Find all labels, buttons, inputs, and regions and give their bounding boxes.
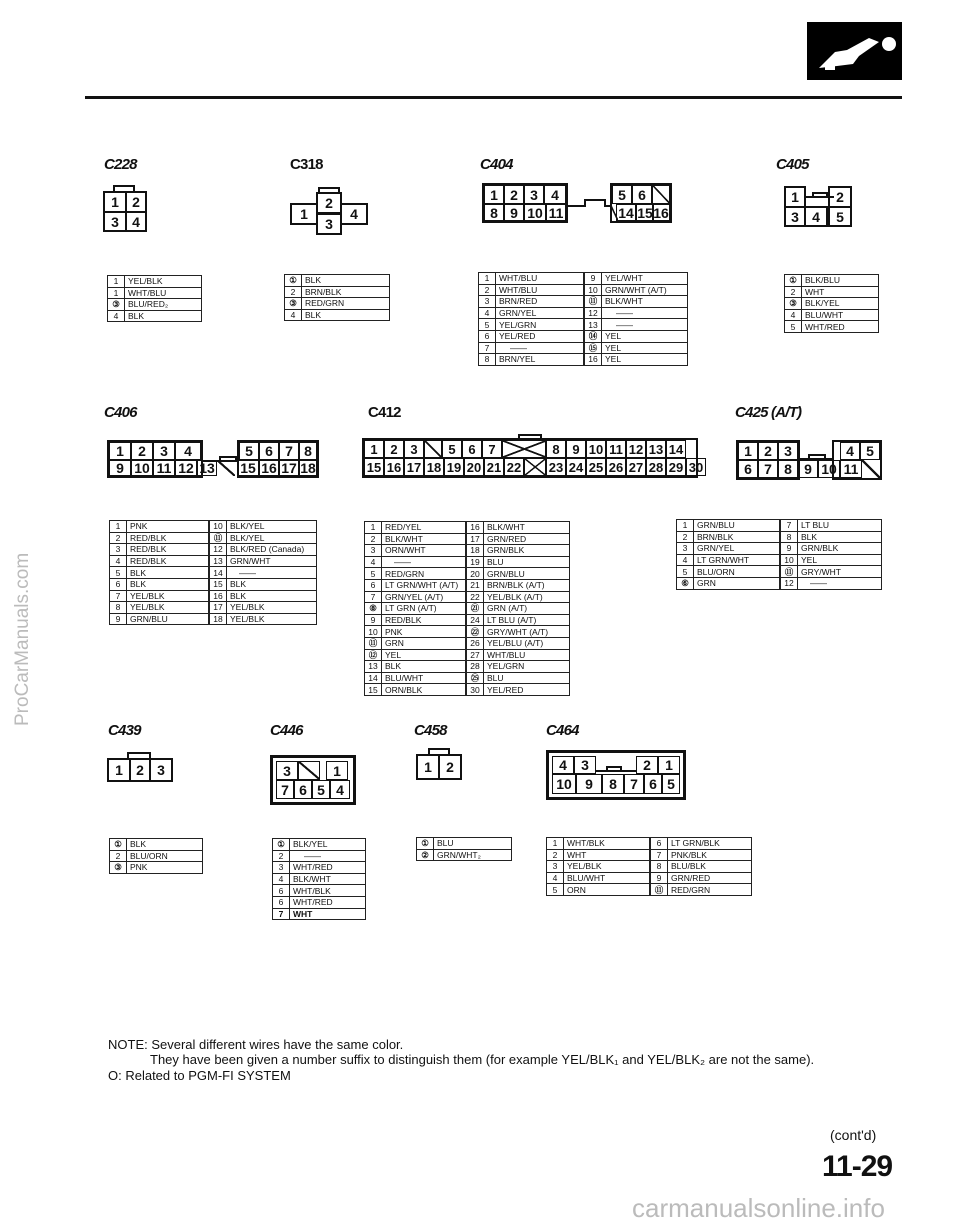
c458-pin-cell: 2 xyxy=(438,754,462,780)
table-row: 5 RED/GRN xyxy=(365,568,466,580)
c412-pin-cell: 19 xyxy=(444,458,464,476)
table-row: 9 GRN/BLU xyxy=(110,613,209,625)
table-row: 6 LT GRN/BLK xyxy=(651,838,752,850)
table-row: 1 YEL/BLK xyxy=(108,276,202,288)
table-row: 3 YEL/BLK xyxy=(547,861,650,873)
table-row: 24 LT BLU (A/T) xyxy=(467,614,570,626)
c464-pin-table-left xyxy=(546,837,650,896)
table-row: 7 PNK/BLK xyxy=(651,849,752,861)
table-row: ⑪ RED/GRN xyxy=(651,884,752,896)
c446-pin-cell: 5 xyxy=(312,780,330,799)
table-row: 5 BLK xyxy=(110,567,209,579)
c412-title: C412 xyxy=(368,404,401,421)
table-row: 7 YEL/BLK xyxy=(110,590,209,602)
c412-pin-cell: 18 xyxy=(424,458,444,476)
c412-pin-cell: 25 xyxy=(586,458,606,476)
fuel-nozzle-icon xyxy=(807,22,902,80)
c318-pin-cell: 3 xyxy=(316,213,342,235)
c464-pin-cell: 2 xyxy=(636,756,658,774)
c405-pin-cell: 4 xyxy=(804,206,828,227)
c406-pin-cell: 10 xyxy=(131,460,153,476)
c412-pin-cell: 27 xyxy=(626,458,646,476)
c412-pin-cell: 7 xyxy=(482,440,502,458)
c406-pin-table-left xyxy=(109,520,209,625)
table-row: ② GRN/WHT₂ xyxy=(417,849,512,861)
c464-title: C464 xyxy=(546,722,579,739)
table-row: 6 WHT/BLK xyxy=(273,885,366,897)
table-row: ㉑ GRN (A/T) xyxy=(467,603,570,615)
c425-pin-table-right xyxy=(780,519,882,590)
table-row: 19 BLU xyxy=(467,556,570,568)
table-row: 16 BLK/WHT xyxy=(467,522,570,534)
note-line-3: O: Related to PGM-FI SYSTEM xyxy=(108,1068,291,1083)
c446-pin-cell: 3 xyxy=(276,761,298,780)
table-row: 1 WHT/BLK xyxy=(547,838,650,850)
table-row: 13 GRN/WHT xyxy=(210,555,317,567)
table-row: 3 GRN/YEL xyxy=(677,543,780,555)
table-row: 3 ORN/WHT xyxy=(365,545,466,557)
c412-pin-cell: 23 xyxy=(546,458,566,476)
c412-pin-cell: 6 xyxy=(462,440,482,458)
c412-blank-cell xyxy=(524,458,546,476)
c412-pin-cell: 16 xyxy=(384,458,404,476)
table-row: 4 BLU/WHT xyxy=(547,872,650,884)
c412-pin-cell: 28 xyxy=(646,458,666,476)
c404-pin-table-left xyxy=(478,272,584,366)
c412-pin-cell: 21 xyxy=(484,458,504,476)
c404-pin-cell: 8 xyxy=(484,204,504,221)
table-row: 2 WHT xyxy=(547,849,650,861)
table-row: 1 GRN/BLU xyxy=(677,520,780,532)
c404-pin-table-right xyxy=(584,272,688,366)
c458-connector xyxy=(416,748,462,782)
c318-pin-table xyxy=(284,274,390,321)
c228-pin-cell: 3 xyxy=(103,211,127,232)
c412-pin-cell: 11 xyxy=(606,440,626,458)
table-row: ① BLK/BLU xyxy=(785,275,879,287)
c406-pin-cell: 1 xyxy=(109,442,131,460)
c425-pin-cell: 3 xyxy=(778,442,798,460)
table-row: 7 LT BLU xyxy=(781,520,882,532)
c412-pin-cell: 30 xyxy=(686,458,706,476)
c439-connector xyxy=(107,752,173,784)
c412-pin-cell: 9 xyxy=(566,440,586,458)
c405-title: C405 xyxy=(776,156,809,173)
table-row: 1 PNK xyxy=(110,521,209,533)
table-row: ⑪ BLK/WHT xyxy=(585,296,688,308)
table-row: ⑫ YEL xyxy=(365,649,466,661)
c406-pin-cell: 2 xyxy=(131,442,153,460)
table-row: ㉒ GRY/WHT (A/T) xyxy=(467,626,570,638)
table-row: 1 RED/YEL xyxy=(365,522,466,534)
table-row: 2 BRN/BLK xyxy=(677,531,780,543)
c446-pin-cell: 6 xyxy=(294,780,312,799)
table-row: 21 BRN/BLK (A/T) xyxy=(467,579,570,591)
note-line-2: They have been given a number suffix to distinguish them (for example YEL/BLK₁ and YEL/BLK₂ are not the same). xyxy=(150,1052,815,1067)
table-row: 17 YEL/BLK xyxy=(210,602,317,614)
c446-pin-table xyxy=(272,838,366,920)
table-row: ⑪ GRN xyxy=(365,637,466,649)
c406-pin-cell: 17 xyxy=(279,460,299,476)
c404-pin-cell: 10 xyxy=(524,204,546,221)
c412-pin-table-left xyxy=(364,521,466,696)
table-row: 6 BLK xyxy=(110,578,209,590)
c406-pin-cell: 13 xyxy=(197,460,217,476)
c228-pin-cell: 2 xyxy=(125,191,147,213)
table-row: 9 YEL/WHT xyxy=(585,273,688,285)
c464-pin-table-right xyxy=(650,837,752,896)
c412-pin-cell: 1 xyxy=(364,440,384,458)
table-row: 27 WHT/BLU xyxy=(467,649,570,661)
c464-pin-cell: 5 xyxy=(662,774,680,794)
section-logo xyxy=(807,22,902,80)
table-row: 2 RED/BLK xyxy=(110,532,209,544)
table-row: 10 PNK xyxy=(365,626,466,638)
table-row: 4 RED/BLK xyxy=(110,555,209,567)
c412-pin-cell: 13 xyxy=(646,440,666,458)
c404-connector xyxy=(482,183,672,223)
c412-blank-cell xyxy=(424,440,442,458)
c425-connector xyxy=(736,440,882,480)
c425-pin-table-left xyxy=(676,519,780,590)
c405-pin-cell: 2 xyxy=(828,186,852,208)
table-row: ⑧ LT GRN (A/T) xyxy=(365,603,466,615)
c406-title: C406 xyxy=(104,404,137,421)
header-rule xyxy=(85,96,902,99)
c458-pin-cell: 1 xyxy=(416,754,440,780)
table-row: 14 —— xyxy=(210,567,317,579)
table-row: 2 WHT/BLU xyxy=(479,284,584,296)
table-row: 3 BRN/RED xyxy=(479,296,584,308)
c228-pin-cell: 4 xyxy=(125,211,147,232)
table-row: 2 BLK/WHT xyxy=(365,533,466,545)
table-row: 16 BLK xyxy=(210,590,317,602)
c228-title: C228 xyxy=(104,156,137,173)
c446-pin-cell: 1 xyxy=(326,761,348,780)
c464-pin-cell: 9 xyxy=(576,774,602,794)
table-row: 5 WHT/RED xyxy=(785,321,879,333)
table-row: 3 WHT/RED xyxy=(273,862,366,874)
c425-pin-cell: 6 xyxy=(738,460,758,478)
table-row: 6 WHT/RED xyxy=(273,896,366,908)
table-row: 2 BLU/ORN xyxy=(110,850,203,862)
c406-pin-table-right xyxy=(209,520,317,625)
c406-pin-cell: 9 xyxy=(109,460,131,476)
table-row: ③ BLU/RED₂ xyxy=(108,299,202,311)
table-row: ⑪ GRY/WHT xyxy=(781,566,882,578)
c404-pin-cell: 11 xyxy=(546,204,566,221)
c405-connector xyxy=(784,186,854,228)
table-row: ① BLU xyxy=(417,838,512,850)
c404-pin-cell: 1 xyxy=(484,185,504,204)
c406-pin-cell: 6 xyxy=(259,442,279,460)
table-row: 26 YEL/BLU (A/T) xyxy=(467,637,570,649)
c412-pin-cell: 12 xyxy=(626,440,646,458)
c228-pin-table xyxy=(107,275,202,322)
c439-pin-table xyxy=(109,838,203,874)
c404-pin-cell: 16 xyxy=(653,204,669,221)
table-row: 12 —— xyxy=(585,307,688,319)
page-number: 11-29 xyxy=(822,1150,893,1183)
table-row: 5 ORN xyxy=(547,884,650,896)
c412-connector xyxy=(362,434,704,478)
table-row: 18 YEL/BLK xyxy=(210,613,317,625)
c464-pin-cell: 4 xyxy=(552,756,574,774)
c405-pin-cell: 1 xyxy=(784,186,806,208)
c404-pin-cell: 4 xyxy=(544,185,566,204)
table-row: 28 YEL/GRN xyxy=(467,661,570,673)
table-row: 6 YEL/RED xyxy=(479,330,584,342)
c439-pin-cell: 3 xyxy=(149,758,173,782)
table-row: 20 GRN/BLU xyxy=(467,568,570,580)
c464-pin-cell: 6 xyxy=(644,774,662,794)
c228-pin-cell: 1 xyxy=(103,191,127,213)
table-row: 10 GRN/WHT (A/T) xyxy=(585,284,688,296)
c412-pin-cell: 20 xyxy=(464,458,484,476)
c412-pin-cell: 8 xyxy=(546,440,566,458)
table-row: 5 BLU/ORN xyxy=(677,566,780,578)
c425-title: C425 (A/T) xyxy=(735,404,802,421)
c464-connector xyxy=(546,750,686,800)
c404-pin-cell: 15 xyxy=(637,204,653,221)
c406-pin-cell: 16 xyxy=(259,460,279,476)
c412-pin-cell: 15 xyxy=(364,458,384,476)
note-line-1: NOTE: Several different wires have the same color. xyxy=(108,1037,404,1052)
table-row: ① BLK xyxy=(285,275,390,287)
c318-pin-cell: 2 xyxy=(316,192,342,214)
c412-pin-table-right xyxy=(466,521,570,696)
table-row: ⑪ BLK/YEL xyxy=(210,532,317,544)
c425-pin-cell: 5 xyxy=(860,442,880,460)
table-row: 7 GRN/YEL (A/T) xyxy=(365,591,466,603)
table-row: 2 —— xyxy=(273,850,366,862)
c412-pin-cell: 10 xyxy=(586,440,606,458)
c412-pin-cell: 29 xyxy=(666,458,686,476)
table-row: 15 ORN/BLK xyxy=(365,684,466,696)
table-row: 9 RED/BLK xyxy=(365,614,466,626)
c406-pin-cell: 4 xyxy=(175,442,201,460)
table-row: 8 BRN/YEL xyxy=(479,354,584,366)
c406-pin-cell: 12 xyxy=(175,460,197,476)
c464-pin-cell: 7 xyxy=(624,774,644,794)
table-row: 15 BLK xyxy=(210,578,317,590)
table-row: ⑮ YEL xyxy=(585,342,688,354)
c464-pin-cell: 1 xyxy=(658,756,680,774)
table-row: ㉕ BLU xyxy=(467,672,570,684)
continued-label: (cont'd) xyxy=(830,1127,877,1143)
table-row: 2 WHT xyxy=(785,286,879,298)
table-row: 13 BLK xyxy=(365,661,466,673)
c464-pin-cell: 3 xyxy=(574,756,596,774)
table-row: 30 YEL/RED xyxy=(467,684,570,696)
c318-connector xyxy=(290,187,370,239)
c405-pin-cell: 3 xyxy=(784,206,806,227)
c425-pin-cell: 4 xyxy=(840,442,860,460)
c425-pin-cell: 10 xyxy=(818,460,840,478)
c406-connector xyxy=(107,440,319,478)
table-row: 4 BLK/WHT xyxy=(273,873,366,885)
table-row: ③ RED/GRN xyxy=(285,298,390,310)
c439-pin-cell: 1 xyxy=(107,758,131,782)
c405-pin-cell: 5 xyxy=(828,206,852,227)
c464-pin-cell: 10 xyxy=(552,774,576,794)
c406-pin-cell: 3 xyxy=(153,442,175,460)
table-row: 9 GRN/RED xyxy=(651,872,752,884)
c405-pin-table xyxy=(784,274,879,333)
c446-connector xyxy=(270,755,356,805)
bottom-watermark: carmanualsonline.info xyxy=(632,1193,885,1223)
table-row: 2 BRN/BLK xyxy=(285,286,390,298)
c446-pin-cell: 4 xyxy=(330,780,350,799)
c406-pin-cell: 8 xyxy=(299,442,317,460)
c412-blank-cell xyxy=(502,440,546,458)
table-row: 14 BLU/WHT xyxy=(365,672,466,684)
c458-title: C458 xyxy=(414,722,447,739)
table-row: 6 LT GRN/WHT (A/T) xyxy=(365,579,466,591)
c404-pin-cell: 14 xyxy=(616,204,636,221)
c412-pin-cell: 14 xyxy=(666,440,686,458)
table-row: 16 YEL xyxy=(585,354,688,366)
table-row: ⑥ GRN xyxy=(677,577,780,589)
table-row: 8 YEL/BLK xyxy=(110,602,209,614)
table-row: ③ PNK xyxy=(110,862,203,874)
table-row: 8 BLK xyxy=(781,531,882,543)
c404-pin-cell: 2 xyxy=(504,185,524,204)
c406-pin-cell: 11 xyxy=(153,460,175,476)
table-row: 3 RED/BLK xyxy=(110,544,209,556)
table-row: 22 YEL/BLK (A/T) xyxy=(467,591,570,603)
table-row: ③ BLK/YEL xyxy=(785,298,879,310)
table-row: 12 BLK/RED (Canada) xyxy=(210,544,317,556)
table-row: 8 BLU/BLK xyxy=(651,861,752,873)
c446-pin-cell: 7 xyxy=(276,780,294,799)
table-row: 7 —— xyxy=(479,342,584,354)
table-row: 10 YEL xyxy=(781,554,882,566)
c412-pin-cell: 22 xyxy=(504,458,524,476)
table-row: ⑭ YEL xyxy=(585,330,688,342)
table-row: 7 WHT xyxy=(273,908,366,920)
c425-pin-cell: 8 xyxy=(778,460,798,478)
table-row: 4 GRN/YEL xyxy=(479,307,584,319)
c404-pin-cell: 6 xyxy=(632,185,652,204)
table-row: ① BLK xyxy=(110,839,203,851)
side-watermark: ProCarManuals.com xyxy=(12,552,33,726)
c318-pin-cell: 1 xyxy=(290,203,318,225)
c404-pin-cell: 9 xyxy=(504,204,524,221)
c228-connector xyxy=(103,185,147,232)
c406-pin-cell: 5 xyxy=(239,442,259,460)
table-row: 4 LT GRN/WHT xyxy=(677,554,780,566)
c406-pin-cell: 7 xyxy=(279,442,299,460)
table-row: 4 BLU/WHT xyxy=(785,309,879,321)
c412-pin-cell: 26 xyxy=(606,458,626,476)
c425-pin-cell: 9 xyxy=(798,460,818,478)
table-row: 4 —— xyxy=(365,556,466,568)
c412-pin-cell: 24 xyxy=(566,458,586,476)
table-row: 1 WHT/BLU xyxy=(108,287,202,299)
table-row: ① BLK/YEL xyxy=(273,839,366,851)
c439-title: C439 xyxy=(108,722,141,739)
c412-pin-cell: 17 xyxy=(404,458,424,476)
table-row: 13 —— xyxy=(585,319,688,331)
c446-title: C446 xyxy=(270,722,303,739)
c412-pin-cell: 5 xyxy=(442,440,462,458)
c404-pin-cell: 5 xyxy=(612,185,632,204)
table-row: 4 BLK xyxy=(285,309,390,321)
c406-pin-cell: 18 xyxy=(300,460,316,476)
table-row: 12 —— xyxy=(781,577,882,589)
c425-pin-cell: 11 xyxy=(840,460,862,478)
c318-title: C318 xyxy=(290,156,323,173)
c412-pin-cell: 2 xyxy=(384,440,404,458)
table-row: 10 BLK/YEL xyxy=(210,521,317,533)
c406-pin-cell: 15 xyxy=(237,460,259,476)
table-row: 18 GRN/BLK xyxy=(467,545,570,557)
table-row: 5 YEL/GRN xyxy=(479,319,584,331)
table-row: 1 WHT/BLU xyxy=(479,273,584,285)
c464-pin-cell: 8 xyxy=(602,774,624,794)
c425-pin-cell: 2 xyxy=(758,442,778,460)
table-row: 4 BLK xyxy=(108,310,202,322)
c458-pin-table xyxy=(416,837,512,861)
c425-pin-cell: 7 xyxy=(758,460,778,478)
table-row: 9 GRN/BLK xyxy=(781,543,882,555)
c439-pin-cell: 2 xyxy=(129,758,151,782)
c412-pin-cell: 3 xyxy=(404,440,424,458)
c404-title: C404 xyxy=(480,156,513,173)
table-row: 17 GRN/RED xyxy=(467,533,570,545)
c404-pin-cell: 3 xyxy=(524,185,544,204)
c425-pin-cell: 1 xyxy=(738,442,758,460)
c318-pin-cell: 4 xyxy=(340,203,368,225)
